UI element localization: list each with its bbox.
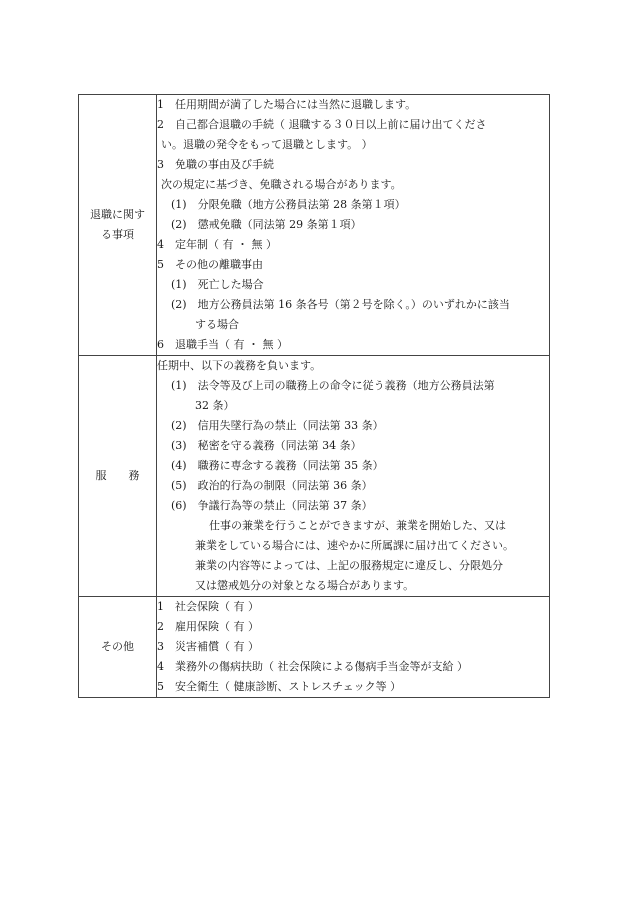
list-subitem: (3) 秘密を守る義務（同法第 34 条） [171,439,362,452]
list-subitem: (1) 分限免職（地方公務員法第 28 条第１項） [171,198,406,211]
note-line: 又は懲戒処分の対象となる場合があります。 [195,579,415,592]
list-item: 任期中、以下の義務を負います。 [157,359,322,372]
row-label-duties: 服 務 [79,356,157,597]
list-subitem-continuation: する場合 [195,318,239,331]
row-content-other [157,597,550,698]
row-label-other: その他 [79,597,157,698]
list-subitem: (1) 法令等及び上司の職務上の命令に従う義務（地方公務員法第 [171,379,495,392]
employment-terms-table [78,94,550,698]
table-row [79,597,550,698]
list-subitem: (6) 争議行為等の禁止（同法第 37 条） [171,499,373,512]
list-item: 1 社会保険（ 有 ） [157,600,259,613]
row-label-line: る事項 [101,228,134,241]
list-item: 次の規定に基づき、免職される場合があります。 [161,178,402,191]
list-item: 4 定年制（ 有 ・ 無 ） [157,238,277,251]
row-label-line: 退職に関す [90,208,145,221]
list-subitem: (4) 職務に専念する義務（同法第 35 条） [171,459,384,472]
row-content-retirement [157,95,550,356]
table-row [79,95,550,356]
list-item: 6 退職手当（ 有 ・ 無 ） [157,338,288,351]
list-subitem: (1) 死亡した場合 [171,278,264,291]
row-label-retirement [79,95,157,356]
list-subitem: (5) 政治的行為の制限（同法第 36 条） [171,479,373,492]
list-item: 3 災害補償（ 有 ） [157,640,259,653]
list-subitem: (2) 懲戒免職（同法第 29 条第１項） [171,218,362,231]
list-item: 5 安全衛生（ 健康診断、ストレスチェック等 ） [157,680,402,693]
list-item: 3 免職の事由及び手続 [157,158,274,171]
note-line: 兼業をしている場合には、速やかに所属課に届け出てください。 [195,539,514,552]
list-item: 2 雇用保険（ 有 ） [157,620,259,633]
list-item-continuation: い。退職の発令をもって退職とします。 ） [161,138,373,151]
list-subitem: (2) 地方公務員法第 16 条各号（第２号を除く。）のいずれかに該当 [171,298,510,311]
list-subitem: (2) 信用失墜行為の禁止（同法第 33 条） [171,419,384,432]
list-item: 5 その他の離職事由 [157,258,263,271]
table-row [79,356,550,597]
list-item: 2 自己都合退職の手続（ 退職する３０日以上前に届け出てくださ [157,118,487,131]
list-item: 1 任用期間が満了した場合には当然に退職します。 [157,98,417,111]
note-line: 仕事の兼業を行うことができますが、兼業を開始した、又は [209,519,506,532]
list-item: 4 業務外の傷病扶助（ 社会保険による傷病手当金等が支給 ） [157,660,468,673]
note-line: 兼業の内容等によっては、上記の服務規定に違反し、分限処分 [195,559,503,572]
list-subitem-continuation: 32 条） [195,399,235,412]
row-content-duties [157,356,550,597]
